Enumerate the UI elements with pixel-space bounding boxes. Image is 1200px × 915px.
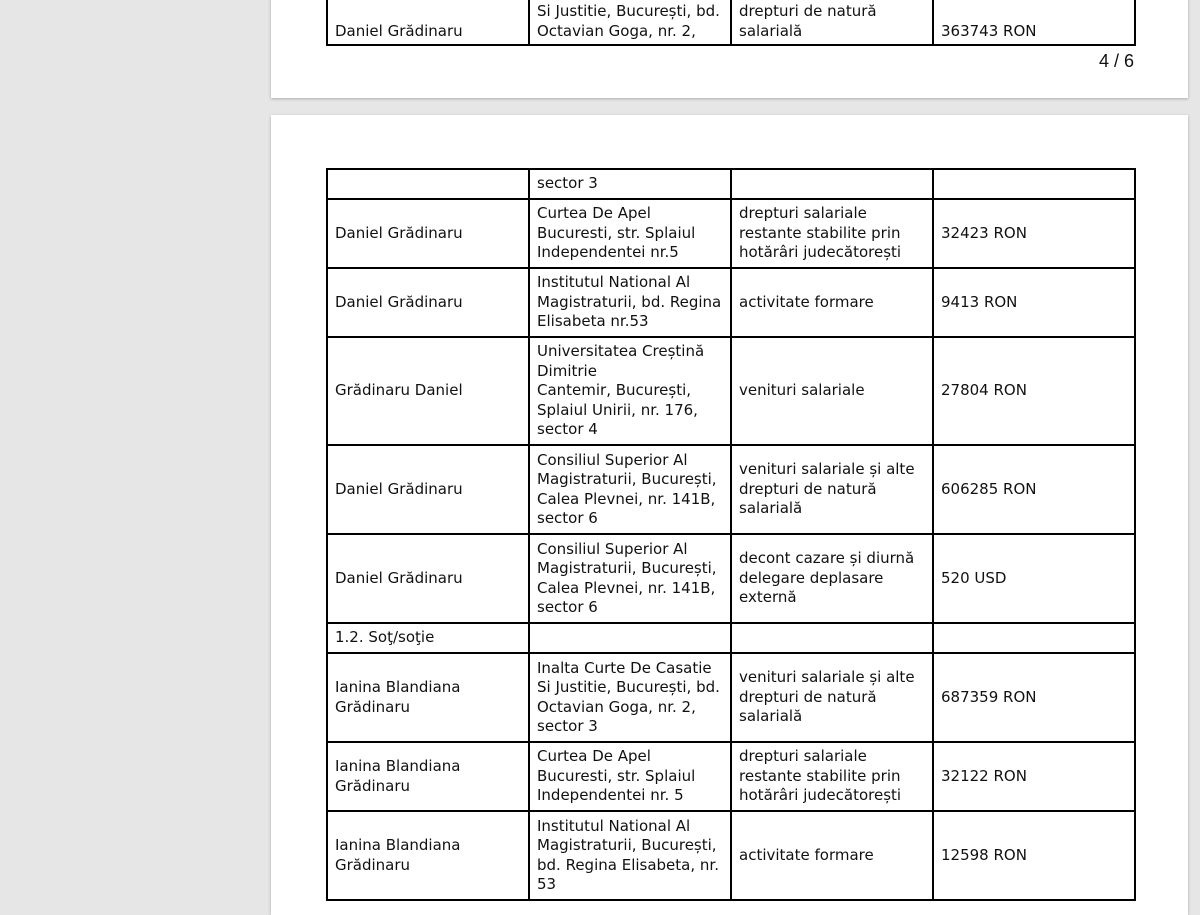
income-amount-cell: 12598 RON: [933, 811, 1135, 900]
income-amount-cell: 687359 RON: [933, 653, 1135, 742]
income-source-cell: Consiliul Superior Al Magistraturii, București, Calea Plevnei, nr. 141B, sector 6: [529, 534, 731, 623]
table-row: [327, 337, 1135, 445]
income-source-cell: Institutul National Al Magistraturii, bd. Regina Elisabeta nr.53: [529, 268, 731, 337]
income-table-page-5: [326, 168, 1136, 901]
income-amount-cell: 520 USD: [933, 534, 1135, 623]
income-amount-cell: 32423 RON: [933, 199, 1135, 268]
table-row: [327, 534, 1135, 623]
income-type-cell: drepturi de natură salarială: [731, 0, 933, 45]
income-owner-cell: [327, 169, 529, 199]
income-owner-cell: Daniel Grădinaru: [327, 268, 529, 337]
income-owner-cell: Ianina Blandiana Grădinaru: [327, 742, 529, 811]
income-table-page-4: [326, 0, 1136, 46]
income-owner-cell: Ianina Blandiana Grădinaru: [327, 811, 529, 900]
income-type-cell: drepturi salariale restante stabilite prin hotărâri judecătorești: [731, 199, 933, 268]
income-type-cell: drepturi salariale restante stabilite prin hotărâri judecătorești: [731, 742, 933, 811]
income-source-cell: Universitatea Creștină Dimitrie Cantemir, București, Splaiul Unirii, nr. 176, sector 4: [529, 337, 731, 445]
income-type-cell: activitate formare: [731, 268, 933, 337]
table-row: [327, 445, 1135, 534]
section-heading-cell: 1.2. Soţ/soţie: [327, 623, 529, 653]
income-type-cell: [731, 623, 933, 653]
table-row: [327, 199, 1135, 268]
income-source-cell: Consiliul Superior Al Magistraturii, București, Calea Plevnei, nr. 141B, sector 6: [529, 445, 731, 534]
income-amount-cell: 363743 RON: [933, 0, 1135, 45]
income-owner-cell: Ianina Blandiana Grădinaru: [327, 653, 529, 742]
income-type-cell: venituri salariale: [731, 337, 933, 445]
table-row: [327, 811, 1135, 900]
table-row: [327, 623, 1135, 653]
table-row: [327, 169, 1135, 199]
income-source-cell: Si Justitie, București, bd. Octavian Goga, nr. 2,: [529, 0, 731, 45]
income-source-cell: [529, 623, 731, 653]
table-row: [327, 653, 1135, 742]
income-type-cell: decont cazare și diurnă delegare deplasare externă: [731, 534, 933, 623]
document-page-5: [271, 115, 1188, 915]
income-source-cell: sector 3: [529, 169, 731, 199]
table-row: [327, 0, 1135, 45]
table-row: [327, 742, 1135, 811]
income-amount-cell: [933, 623, 1135, 653]
income-type-cell: activitate formare: [731, 811, 933, 900]
document-page-4: [271, 0, 1188, 98]
income-source-cell: Curtea De Apel Bucuresti, str. Splaiul Independentei nr. 5: [529, 742, 731, 811]
income-owner-cell: Daniel Grădinaru: [327, 199, 529, 268]
income-type-cell: [731, 169, 933, 199]
income-amount-cell: 27804 RON: [933, 337, 1135, 445]
income-owner-cell: Daniel Grădinaru: [327, 534, 529, 623]
income-source-cell: Curtea De Apel Bucuresti, str. Splaiul Independentei nr.5: [529, 199, 731, 268]
table-row: [327, 268, 1135, 337]
income-source-cell: Inalta Curte De Casatie Si Justitie, București, bd. Octavian Goga, nr. 2, sector 3: [529, 653, 731, 742]
income-type-cell: venituri salariale și alte drepturi de natură salarială: [731, 653, 933, 742]
income-owner-cell: Daniel Grădinaru: [327, 0, 529, 45]
income-type-cell: venituri salariale și alte drepturi de natură salarială: [731, 445, 933, 534]
income-source-cell: Institutul National Al Magistraturii, București, bd. Regina Elisabeta, nr. 53: [529, 811, 731, 900]
income-amount-cell: [933, 169, 1135, 199]
income-owner-cell: Grădinaru Daniel: [327, 337, 529, 445]
income-owner-cell: Daniel Grădinaru: [327, 445, 529, 534]
income-amount-cell: 32122 RON: [933, 742, 1135, 811]
page-number-indicator: 4 / 6: [1098, 51, 1134, 71]
income-amount-cell: 606285 RON: [933, 445, 1135, 534]
income-amount-cell: 9413 RON: [933, 268, 1135, 337]
